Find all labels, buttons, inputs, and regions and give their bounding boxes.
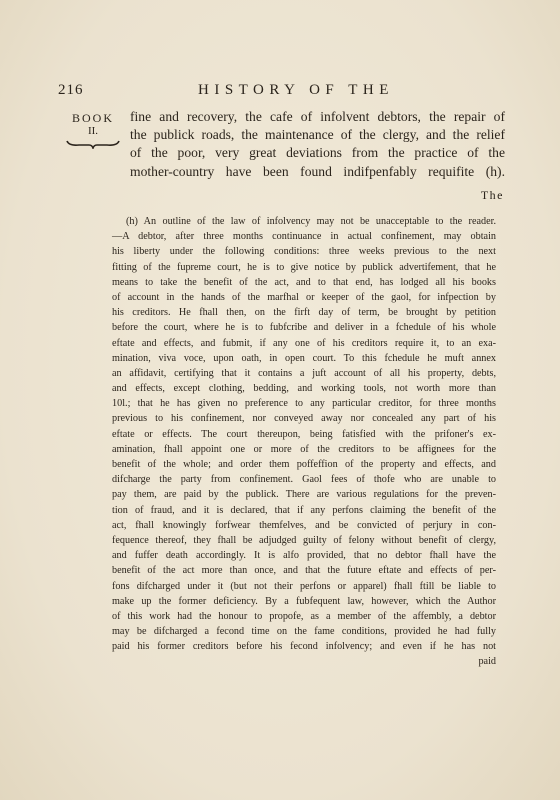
- footnote-line: amination, fhall appoint one or more of the creditors to be affignees for the: [112, 443, 496, 455]
- footnote-line: means to take the benefit of the act, and to that end, has lodged all his books: [112, 276, 496, 288]
- footnote-line: 10l.; that he has given no preference to any particular creditor, for three months: [112, 398, 496, 410]
- footnote-line: may be difcharged a fecond time on the fame conditions, provided he had fully: [112, 626, 496, 638]
- running-head: [58, 80, 508, 104]
- footnote-line: benefit of the whole; and order them poffeffion of the property and effects, and: [112, 459, 496, 470]
- footnote-line: pay them, are paid by the publick. There are various regulations for the preven-: [112, 489, 496, 501]
- text-line: the publick roads, the maintenance of the clergy, and the relief: [130, 127, 505, 143]
- footnote-line: previous to his confinement, nor conveyed away nor concealed any part of his: [112, 413, 496, 425]
- footnote-line: an affidavit, certifying that it contains a juft account of all his property, debts,: [112, 367, 496, 379]
- text-line: mother-country have been found indifpenfably requifite (h).: [130, 163, 505, 179]
- footnote-line: tion of fraud, and it is declared, that if any perfons claiming the benefit of the: [112, 504, 496, 516]
- footnote-line: fons difcharged under it (but not their perfons or apparel) fhall ftill be liable to: [112, 580, 496, 592]
- footnote-line: —A debtor, after three months continuance in actual confinement, may obtain: [112, 231, 496, 243]
- text-line: fine and recovery, the cafe of infolvent debtors, the repair of: [130, 109, 505, 124]
- footnote-line: before the court, where he is to fubfcribe and deliver in a fchedule of his whole: [112, 322, 496, 334]
- page-number: 216: [58, 82, 84, 98]
- footnote-line: of this work had the honour to propofe, as a member of the affembly, a debtor: [112, 610, 496, 622]
- footnote-line: and fuffer death accordingly. It is alfo provided, that no debtor fhall have the: [112, 550, 496, 562]
- footnote-line: mination, viva voce, upon oath, in open court. To this fchedule he muft annex: [112, 352, 496, 364]
- footnote-line: fequence thereof, they fhall be adjudged guilty of felony without benefit of clergy,: [112, 534, 496, 546]
- book-label: BOOK: [71, 111, 114, 125]
- footnote-line: his creditors. He fhall then, on the firft day of term, be brought by petition: [112, 307, 496, 319]
- footnote-line: fitting of the fupreme court, he is to give notice by publick advertifement, that he: [112, 261, 496, 273]
- footnote-line: (h) An outline of the law of infolvency may not be unacceptable to the reader.: [126, 216, 496, 227]
- footnote-line: and effects, except clothing, bedding, and working tools, not worth more than: [112, 383, 496, 395]
- footnote-line: difcharge the party from confinement. Gaol fees of thofe who are unable to: [112, 474, 496, 486]
- brace-ornament-icon: [65, 139, 121, 149]
- margin-note: [58, 112, 128, 149]
- footnote-line: of account in the hands of the marfhal or keeper of the gaol, for infpection by: [112, 291, 496, 303]
- volume-label: II.: [87, 125, 99, 137]
- footnote-line: eftate or effects. The court thereupon, being fatisfied with the prifoner's ex-: [112, 428, 496, 440]
- catchword: The: [480, 188, 504, 202]
- footnote-line: paid his former creditors before his fecond infolvency; and even if he has not: [112, 641, 496, 653]
- footnote: [112, 214, 496, 670]
- footnote-line: his liberty under the following conditions: three weeks previous to the next: [112, 246, 496, 258]
- text-line: of the poor, very great deviations from the practice of the: [130, 145, 505, 161]
- running-title: HISTORY OF THE: [198, 82, 394, 98]
- footnote-catchword: paid: [478, 656, 496, 668]
- footnote-line: benefit of the act more than once, and that the future eftate and effects of per-: [112, 565, 496, 577]
- footnote-line: act, fhall knowingly forfwear themfelves, and be convicted of perjury in con-: [112, 519, 496, 531]
- footnote-line: eftate and effects, and fubmit, if any one of his creditors require it, to an exa-: [112, 337, 496, 349]
- main-text: [130, 108, 505, 181]
- footnote-line: make up the former deficiency. By a fubfequent law, however, which the Author: [112, 595, 496, 607]
